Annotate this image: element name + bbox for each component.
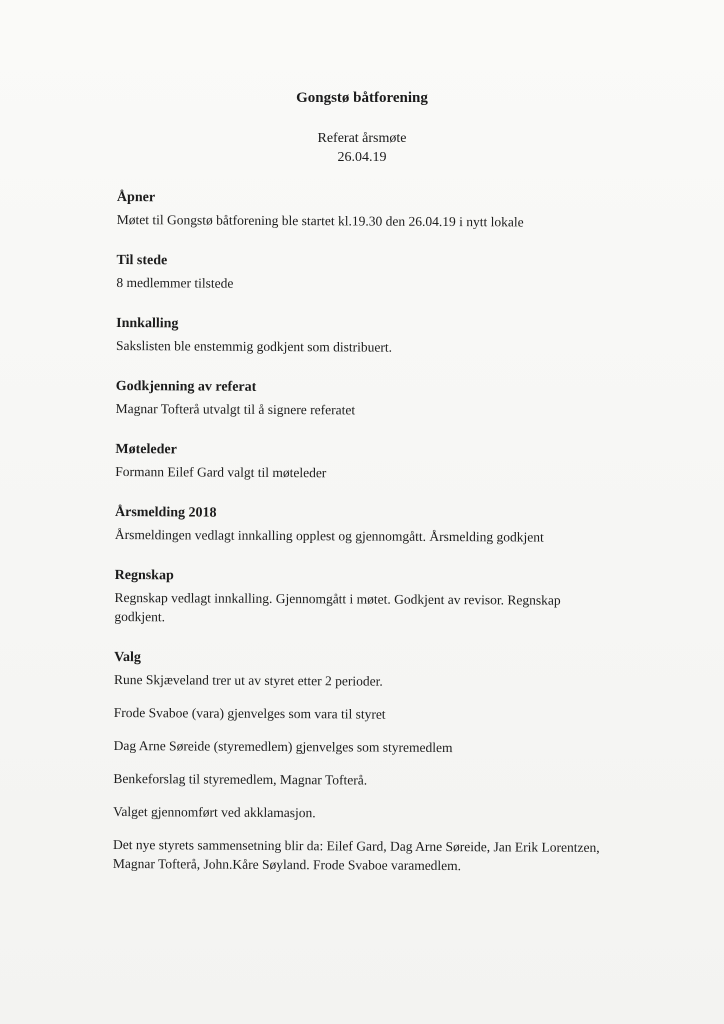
valg-paragraph: Benkeforslag til styremedlem, Magnar Tofterå. xyxy=(113,770,368,788)
section-heading: Årsmelding 2018 xyxy=(114,504,217,521)
section-til-stede xyxy=(116,252,606,295)
section-heading: Valg xyxy=(114,649,141,666)
section-moteleder xyxy=(115,441,605,484)
section-regnskap xyxy=(114,567,604,629)
valg-paragraph: Frode Svaboe (vara) gjenvelges som vara til styret xyxy=(113,704,386,722)
minutes-body xyxy=(113,189,607,899)
section-heading: Møteleder xyxy=(115,441,177,458)
section-text: Regnskap vedlagt innkalling. Gjennomgått i møtet. Godkjent av revisor. Regnskap godkjent. xyxy=(114,589,561,625)
section-text: Formann Eilef Gard valgt til møteleder xyxy=(115,463,327,481)
section-arsmelding xyxy=(115,504,605,547)
section-innkalling xyxy=(116,315,606,358)
valg-paragraph: Det nye styrets sammensetning blir da: Eilef Gard, Dag Arne Søreide, Jan Erik Lorentzen, Magnar Tofterå, John.Kåre Søyland. Frode Svaboe varamedlem. xyxy=(112,836,600,874)
section-heading: Til stede xyxy=(116,252,168,269)
section-heading: Åpner xyxy=(116,189,156,206)
section-text: Møtet til Gongstø båtforening ble startet kl.19.30 den 26.04.19 i nytt lokale xyxy=(116,211,524,230)
section-text: 8 medlemmer tilstede xyxy=(116,274,234,291)
valg-paragraph: Dag Arne Søreide (styremedlem) gjenvelges som styremedlem xyxy=(113,737,453,756)
valg-paragraph: Rune Skjæveland trer ut av styret etter 2 perioder. xyxy=(113,671,383,689)
document-subtitle: Referat årsmøte xyxy=(317,131,407,146)
document-title: Gongstø båtforening xyxy=(296,90,428,106)
section-heading: Innkalling xyxy=(116,315,179,332)
valg-paragraph: Valget gjennomført ved akklamasjon. xyxy=(113,803,316,821)
section-heading: Regnskap xyxy=(114,567,174,584)
section-apner xyxy=(117,189,607,232)
section-text: Magnar Tofterå utvalgt til å signere referatet xyxy=(115,400,356,418)
document-date: 26.04.19 xyxy=(337,150,387,165)
section-godkjenning-av-referat xyxy=(116,378,606,421)
section-heading: Godkjenning av referat xyxy=(115,378,257,395)
section-text: Sakslisten ble enstemmig godkjent som distribuert. xyxy=(115,337,393,355)
section-text: Årsmeldingen vedlagt innkalling opplest og gjennomgått. Årsmelding godkjent xyxy=(114,526,544,545)
section-valg xyxy=(113,649,604,876)
